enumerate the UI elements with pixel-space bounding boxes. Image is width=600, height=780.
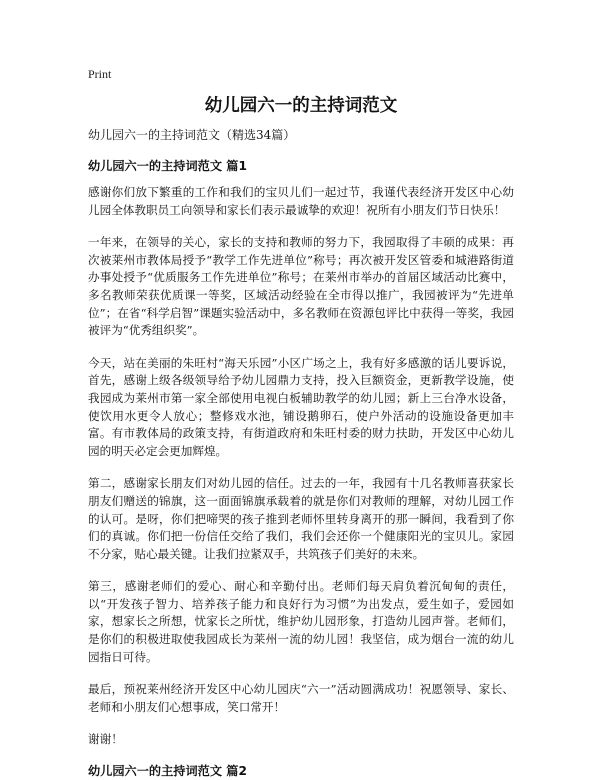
paragraph-thanks-parents: 第二，感谢家长朋友们对幼儿园的信任。过去的一年，我园有十几名教师喜获家长朋友们赠送的锦旗，这一面面锦旗承载着的就是你们对教师的理解，对幼儿园工作的认可。是呀，你们把啼哭的孩子推到老师怀里转身离开的那一瞬间，我看到了你们的真诚。你们把一份信任交给了我们，我们会还你一个健康阳光的宝贝儿。家园不分家，贴心最关键。让我们拉紧双手，共筑孩子们美好的未来。 [88, 476, 514, 561]
paragraph-closing: 最后，预祝莱州经济开发区中心幼儿园庆“六一”活动圆满成功！祝愿领导、家长、老师和小朋友们心想事成，笑口常开！ [88, 682, 514, 714]
paragraph-thanks-leaders: 今天，站在美丽的朱旺村“海天乐园”小区广场之上，我有好多感激的话儿要诉说，首先，感谢上级各级领导给予幼儿园鼎力支持，投入巨额资金，更新教学设施，使我园成为莱州市第一家全部使用电视白板辅助教学的幼儿园；新上三台净水设备，使饮用水更令人放心；整修戏水池，铺设鹅卵石，使户外活动的设施设备更加丰富。有市教体局的政策支持，有街道政府和朱旺村委的财力扶助，开发区中心幼儿园的明天必定会更加辉煌。 [88, 355, 514, 458]
paragraph-achievements: 一年来，在领导的关心，家长的支持和教师的努力下，我园取得了丰硕的成果：再次被莱州市教体局授予“教学工作先进单位”称号；再次被开发区管委和城港路街道办事处授予“优质服务工作先进单位”称号；在莱州市举办的首届区域活动比赛中，多名教师荣获优质课一等奖，区域活动经验在全市得以推广，我园被评为“先进单位”；在省“科学启智”课题实验活动中，多名教师在资源包评比中获得一等奖，我园被评为“优秀组织奖”。 [88, 235, 514, 338]
paragraph-thank-you: 谢谢！ [88, 732, 123, 747]
paragraph-welcome: 感谢你们放下繁重的工作和我们的宝贝儿们一起过节，我谨代表经济开发区中心幼儿园全体教职员工向领导和家长们表示最诚挚的欢迎！祝所有小朋友们节日快乐！ [88, 185, 514, 217]
print-link[interactable]: Print [88, 67, 112, 81]
section-heading-2: 幼儿园六一的主持词范文 篇2 [88, 764, 247, 779]
document-subtitle: 幼儿园六一的主持词范文（精选34篇） [88, 128, 296, 142]
section-heading-1: 幼儿园六一的主持词范文 篇1 [88, 159, 247, 173]
page-title: 幼儿园六一的主持词范文 [204, 96, 398, 116]
paragraph-thanks-teachers: 第三，感谢老师们的爱心、耐心和辛勤付出。老师们每天肩负着沉甸甸的责任，以“开发孩子智力、培养孩子能力和良好行为习惯”为出发点，爱生如子，爱园如家，想家长之所想，忧家长之所忧，维护幼儿园形象，打造幼儿园声誉。老师们，是你们的积极进取使我园成长为莱州一流的幼儿园！我坚信，成为烟台一流的幼儿园指日可待。 [88, 579, 514, 664]
